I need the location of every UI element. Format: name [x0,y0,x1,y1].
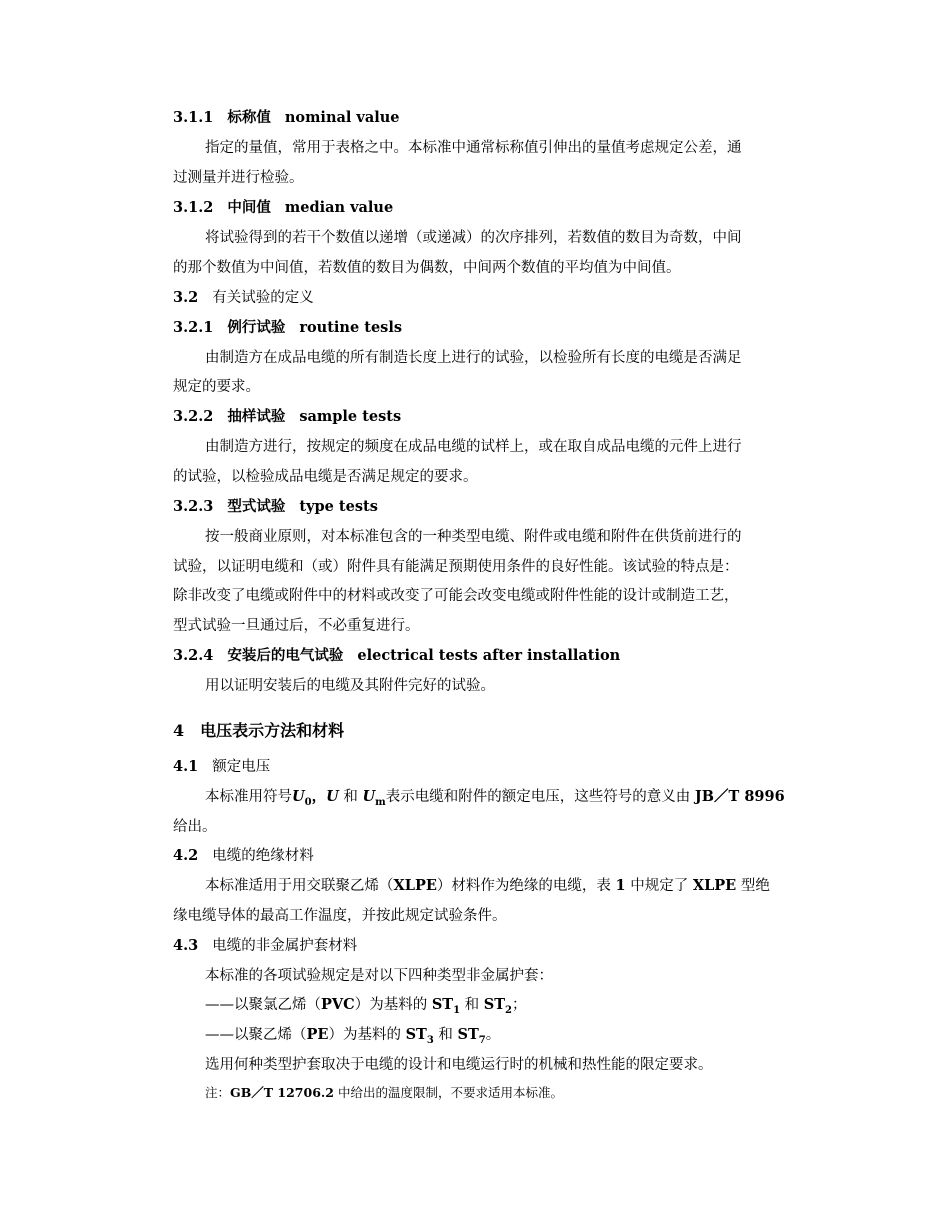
section-title: 中间值 [227,199,271,216]
text-run: 中规定了 [630,878,689,894]
text-run: ST [483,996,506,1013]
paragraph-line: 过测量并进行检验。 [173,170,304,186]
section-number: 3.2 [173,289,199,306]
text-run: 表示电缆和附件的额定电压，这些符号的意义由 [385,789,691,805]
subscript: 3 [426,1034,434,1046]
section-title: 例行试验 [227,319,286,336]
section-title: 标称值 [227,109,271,126]
heading-3-2-4 [173,646,793,668]
section-title: 型式试验 [227,498,286,515]
symbol-u: U [362,788,376,805]
text-run: 1 [615,877,626,894]
note-label: 注： [205,1085,231,1100]
section-number: 3.1.2 [173,199,214,216]
text-run: ——以聚氯乙烯（ [205,997,321,1013]
paragraph-line: 规定的要求。 [173,379,260,395]
standard-ref: GB／T 12706.2 [230,1085,334,1100]
paragraph-line: 试验，以证明电缆和（或）附件具有能满足预期使用条件的良好性能。该试验的特点是： [173,559,739,575]
section-title: 电压表示方法和材料 [200,721,345,740]
section-number: 3.2.2 [173,408,214,425]
note-text: 中给出的温度限制，不要求适用本标准。 [337,1085,563,1100]
section-number: 3.2.4 [173,647,214,664]
text-run: ST [405,1026,427,1043]
section-number: 4.2 [173,847,199,864]
section-title: 有关试验的定义 [212,290,314,306]
paragraph-line: 由制造方在成品电缆的所有制造长度上进行的试验，以检验所有长度的电缆是否满足 [205,350,742,366]
text-run: 。 [485,1027,501,1043]
section-title: 抽样试验 [227,408,286,425]
paragraph-line: 选用何种类型护套取决于电缆的设计和电缆运行时的机械和热性能的限定要求。 [205,1057,713,1073]
text-run: PVC [321,996,355,1013]
text-run: ——以聚乙烯（ [205,1027,307,1043]
heading-3-1-2 [173,198,793,220]
text-run: ）为基料的 [354,997,428,1013]
text-run: ST [457,1026,479,1043]
text-run: XLPE [393,877,437,894]
paragraph-line: 指定的量值，常用于表格之中。本标准中通常标称值引伸出的量值考虑规定公差，通 [205,140,742,156]
section-title: 安装后的电气试验 [227,647,344,664]
section-title-en: electrical tests after installation [357,647,621,664]
section-title-en: routine tesls [299,319,403,336]
heading-3-1-1 [173,108,793,130]
paragraph-line: 本标准的各项试验规定是对以下四种类型非金属护套： [205,968,553,984]
heading-3-2 [173,288,793,310]
paragraph-line: 的那个数值为中间值，若数值的数目为偶数，中间两个数值的平均值为中间值。 [173,260,681,276]
heading-4 [173,721,793,743]
heading-3-2-1 [173,318,793,340]
subscript: 1 [453,1004,461,1016]
subscript: 2 [505,1004,512,1016]
text-run: 和 [438,1027,453,1043]
heading-4-2 [173,846,793,868]
standard-ref: JB／T 8996 [694,788,785,805]
symbol-u: U [292,788,305,805]
text-run: ， [311,788,327,805]
paragraph-line: 由制造方进行，按规定的频度在成品电缆的试样上，或在取自成品电缆的元件上进行 [205,439,742,455]
paragraph-line: 按一般商业原则，对本标准包含的一种类型电缆、附件或电缆和附件在供货前进行的 [205,529,742,545]
note [205,1083,795,1105]
paragraph-line: 将试验得到的若干个数值以递增（或递减）的次序排列，若数值的数目为奇数，中间 [205,230,742,246]
paragraph-line: 型式试验一旦通过后，不必重复进行。 [173,618,420,634]
paragraph-line: 缘电缆导体的最高工作温度，并按此规定试验条件。 [173,908,507,924]
text-run: 本标准用符号 [205,789,292,805]
subscript: m [375,796,386,808]
paragraph-line [205,876,795,898]
text-run: 和 [464,997,480,1013]
text-run: ST [431,996,454,1013]
text-run: ； [512,997,527,1013]
paragraph-line: 除非改变了电缆或附件中的材料或改变了可能会改变电缆或附件性能的设计或制造工艺， [173,588,739,604]
text-run: XLPE [692,877,737,894]
section-title: 电缆的绝缘材料 [212,848,314,864]
section-title-en: median value [284,199,394,216]
text-run: PE [306,1026,329,1043]
section-number: 4.1 [173,758,199,775]
section-number: 3.1.1 [173,109,214,126]
section-title: 电缆的非金属护套材料 [212,938,358,954]
section-title: 额定电压 [212,759,271,775]
list-item [205,995,795,1017]
text-run: 本标准适用于用交联聚乙烯（ [205,878,394,894]
paragraph-line: 的试验，以检验成品电缆是否满足规定的要求。 [173,469,478,485]
section-number: 3.2.3 [173,498,214,515]
section-number: 4 [173,721,185,740]
section-title-en: type tests [299,498,378,515]
text-run: 型绝 [740,878,770,894]
list-item [205,1025,795,1047]
heading-3-2-2 [173,407,793,429]
section-number: 3.2.1 [173,319,214,336]
section-title-en: sample tests [299,408,402,425]
paragraph-line: 给出。 [173,819,217,835]
heading-3-2-3 [173,497,793,519]
text-run: ）为基料的 [328,1027,401,1043]
subscript: 0 [304,796,312,808]
symbol-u: U [326,788,339,805]
text-run: ）材料作为绝缘的电缆，表 [436,878,611,894]
text-run: 和 [343,789,358,805]
paragraph-line [205,787,795,809]
paragraph-line: 用以证明安装后的电缆及其附件完好的试验。 [205,678,495,694]
heading-4-3 [173,936,793,958]
subscript: 7 [478,1034,486,1046]
section-number: 4.3 [173,937,199,954]
section-title-en: nominal value [284,109,400,126]
heading-4-1 [173,757,793,779]
